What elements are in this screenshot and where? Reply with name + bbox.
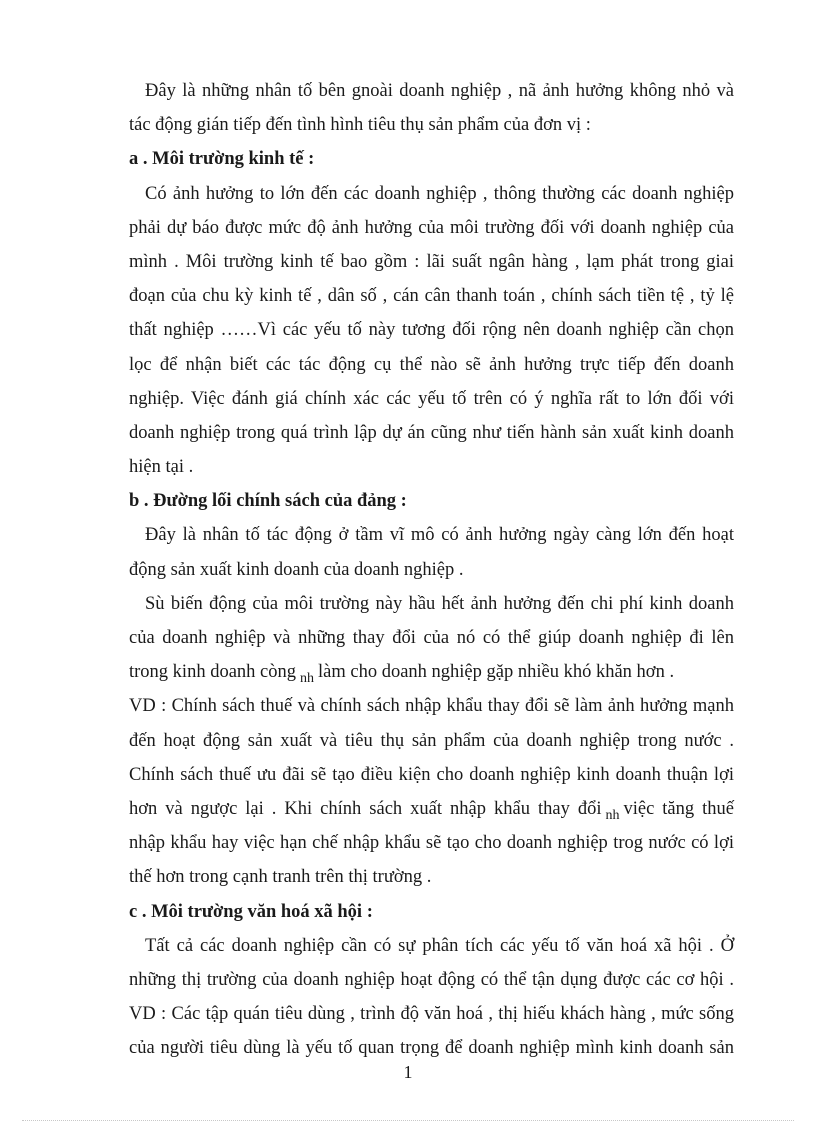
line-text: hơn và ngược lại . Khi chính sách xuất nhập khẩu thay đổi xyxy=(129,798,602,819)
paragraph-line: hiện tại . xyxy=(129,457,194,478)
paragraph-line: doanh nghiệp trong quá trình lập dự án cũng như tiến hành sản xuất kinh doanh xyxy=(129,422,734,443)
paragraph-line: nhập khẩu hay việc hạn chế nhập khẩu sẽ tạo cho doanh nghiệp trog nước có lợi xyxy=(129,833,734,854)
paragraph-line: nghiệp. Việc đánh giá chính xác các yếu tố trên có ý nghĩa rất to lớn đối với xyxy=(129,388,734,409)
paragraph-line: thất nghiệp ……Vì các yếu tố này tương đối rộng nên doanh nghiệp cần chọn xyxy=(129,320,734,341)
paragraph-line: động sản xuất kinh doanh của doanh nghiệp . xyxy=(129,559,464,580)
line-text: việc tăng thuế xyxy=(623,798,734,819)
paragraph-line: của người tiêu dùng là yếu tố quan trọng để doanh nghiệp mình kinh doanh sản xyxy=(129,1038,734,1059)
paragraph-line: đến hoạt động sản xuất và tiêu thụ sản phẩm của doanh nghiệp trong nước . xyxy=(129,730,734,751)
subscript-fragment: nh xyxy=(300,671,314,687)
paragraph-line: Sù biến động của môi trường này hầu hết ảnh hưởng đến chi phí kinh doanh xyxy=(145,593,734,614)
paragraph-line: của doanh nghiệp và những thay đổi của nó có thể giúp doanh nghiệp đi lên xyxy=(129,628,734,648)
section-heading-economic: a . Môi trường kinh tế : xyxy=(129,149,315,170)
section-heading-policy: b . Đường lối chính sách của đảng : xyxy=(129,491,407,512)
paragraph-line xyxy=(129,792,734,826)
paragraph-line: Tất cả các doanh nghiệp cần có sự phân tích các yếu tố văn hoá xã hội . Ở xyxy=(145,935,734,956)
document-body xyxy=(129,74,734,1065)
paragraph-line: VD : Chính sách thuế và chính sách nhập khẩu thay đổi sẽ làm ảnh hưởng mạnh xyxy=(129,696,734,717)
subscript-fragment: nh xyxy=(605,807,620,823)
paragraph-line: thế hơn trong cạnh tranh trên thị trường . xyxy=(129,867,432,888)
page-number: 1 xyxy=(403,1062,413,1082)
paragraph-line: VD : Các tập quán tiêu dùng , trình độ văn hoá , thị hiếu khách hàng , mức sống xyxy=(129,1004,734,1025)
section-heading-culture: c . Môi trường văn hoá xã hội : xyxy=(129,901,373,922)
paragraph-line xyxy=(129,655,734,689)
line-text: trong kinh doanh còng xyxy=(129,662,296,683)
paragraph-line: tác động gián tiếp đến tình hình tiêu thụ sản phẩm của đơn vị : xyxy=(129,115,591,136)
paragraph-line: Có ảnh hưởng to lớn đến các doanh nghiệp , thông thường các doanh nghiệp xyxy=(145,183,734,204)
paragraph-line: đoạn của chu kỳ kinh tế , dân số , cán cân thanh toán , chính sách tiền tệ , tỷ lệ xyxy=(129,286,734,307)
paragraph-line: Đây là những nhân tố bên gnoài doanh nghiệp , nã ảnh hưởng không nhỏ và xyxy=(145,81,734,101)
paragraph-line: Đây là nhân tố tác động ở tầm vĩ mô có ảnh hưởng ngày càng lớn đến hoạt xyxy=(145,525,734,546)
paragraph-line: Chính sách thuế ưu đãi sẽ tạo điều kiện cho doanh nghiệp kinh doanh thuận lợi xyxy=(129,764,734,785)
paragraph-line: phải dự báo được mức độ ảnh hưởng của môi trường đối với doanh nghiệp của xyxy=(129,217,734,238)
paragraph-line: lọc để nhận biết các tác động cụ thể nào sẽ ảnh hưởng trực tiếp đến doanh xyxy=(129,354,734,375)
line-text: làm cho doanh nghiệp gặp nhiều khó khăn hơn . xyxy=(318,662,675,683)
footer-divider xyxy=(22,1120,794,1121)
paragraph-line: những thị trường của doanh nghiệp hoạt động có thể tận dụng được các cơ hội . xyxy=(129,969,734,990)
paragraph-line: mình . Môi trường kinh tế bao gồm : lãi suất ngân hàng , lạm phát trong giai xyxy=(129,251,734,272)
